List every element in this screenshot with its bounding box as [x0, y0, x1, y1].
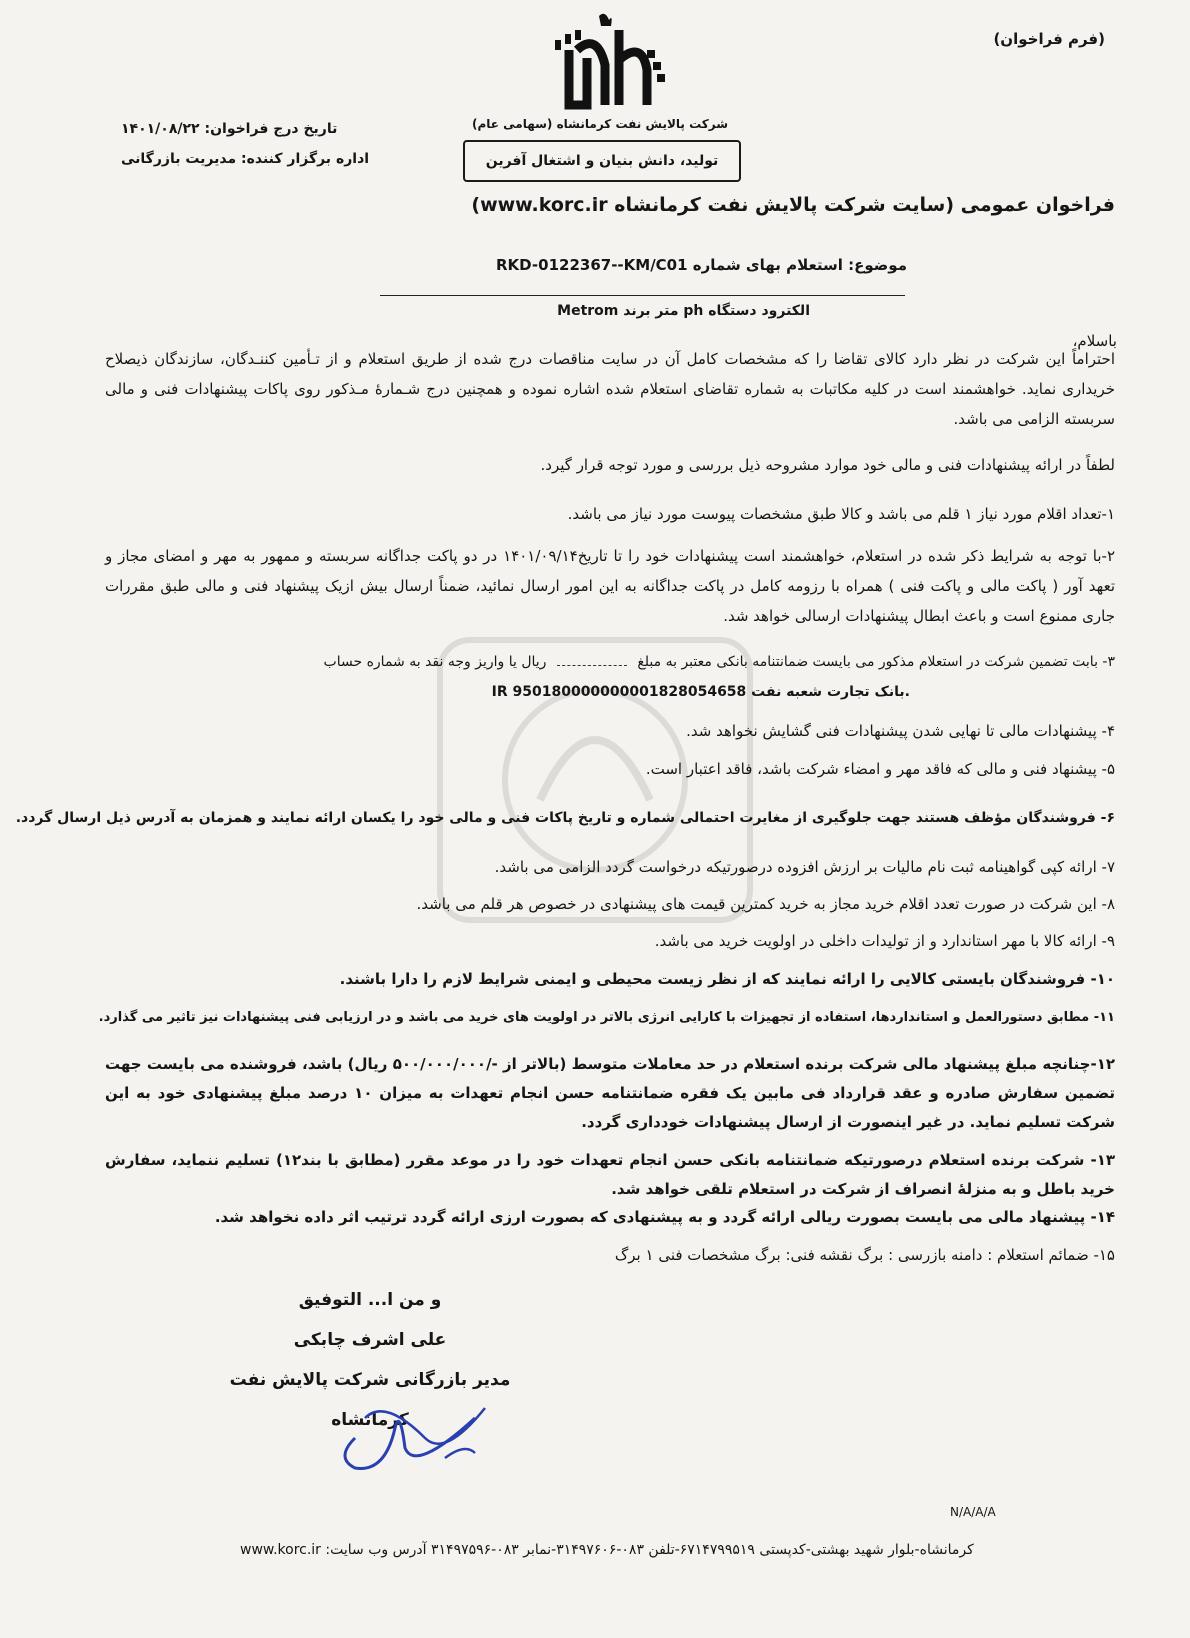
item-3-account: IR 950180000000001828054658 بانک تجارت شعبه نفت.: [491, 684, 910, 700]
slogan-box: تولید، دانش بنیان و اشتغال آفرین: [463, 140, 741, 182]
request-line: لطفاً در ارائه پیشنهادات فنی و مالی خود موارد مشروحه ذیل بررسی و مورد توجه قرار گیرد.: [540, 456, 1115, 474]
item-3-a: [324, 654, 1115, 670]
item-6: ۶- فروشندگان مؤظف هستند جهت جلوگیری از مغایرت احتمالی شماره و تاریخ پاکات فنی و مالی خود را یکسان ارائه نمایند و همزمان به آدرس ذیل ارسال گردد.: [15, 810, 1115, 826]
intro-paragraph: احتراماً این شرکت در نظر دارد کالای تقاضا را که مشخصات کامل آن در سایت مناقصات درج شده از طریق استعلام و از تـأمین کننـدگان، سازندگان ذیصلاح خریداری نماید. خواهشمند است در کلیه مکاتبات به شماره تقاضای استعلام شده اشاره نموده و همچنین درج شـمارۀ مـذکور روی پاکات پیشنهادات فنی و مالی سربسته الزامی می باشد.: [105, 350, 1115, 428]
item-13: ۱۳- شرکت برنده استعلام درصورتیکه ضمانتنامه بانکی حسن انجام تعهدات خود را در موعد مقرر (مطابق با بند۱۲) تسلیم ننماید، سفارش خرید باطل و به منزلۀ انصراف از شرکت در استعلام تلقی خواهد شد.: [105, 1151, 1116, 1198]
item-7: ۷- ارائه کپی گواهینامه ثبت نام مالیات بر ارزش افزوده درصورتیکه درخواست گردد الزامی می باشد.: [494, 858, 1115, 876]
amount-blank: [557, 665, 627, 666]
footer-address: کرمانشاه-بلوار شهید بهشتی-کدپستی ۶۷۱۴۷۹۹۵۱۹-تلفن ۰۸۳-۳۱۴۹۷۶۰۶-نمابر ۰۸۳-۳۱۴۹۷۵۹۶ آدرس وب سایت: www.korc.ir: [240, 1542, 974, 1558]
item-11: ۱۱- مطابق دستورالعمل و استانداردها، استفاده از تجهیزات با کارایی انرژی بالاتر در اولویت های خرید می باشد و در ارزیابی فنی پیشنهادات نیز تاثیر می گذارد.: [98, 1010, 1115, 1025]
greeting: باسلام،: [1072, 332, 1117, 350]
item-description: الکترود دستگاه ph متر برند Metrom: [557, 303, 810, 319]
subject-line: موضوع: استعلام بهای شماره RKD-0122367--KM/C01: [496, 256, 907, 274]
signatory-title: مدیر بازرگانی شرکت پالایش نفت کرمانشاه: [229, 1370, 511, 1430]
company-logo-icon: [547, 10, 667, 125]
announcement-date: تاریخ درج فراخوان: ۱۴۰۱/۰۸/۲۲: [121, 121, 338, 137]
item-12: ۱۲-چنانچه مبلغ پیشنهاد مالی شرکت برنده استعلام در حد معاملات متوسط (بالاتر از -/۵۰۰/۰۰۰/۰۰۰ ریال) باشد، فروشنده می بایست جهت تضمین سفارش صادره و عقد قرارداد فی مابین یک فقره ضمانتنامه حسن انجام تعهدات به میزان ۱۰ درصد مبلغ پیشنهادی خود به این شرکت تسلیم نماید. در غیر اینصورت از ارسال پیشنهادات خودداری گردد.: [105, 1055, 1115, 1131]
item-9: ۹- ارائه کالا با مهر استاندارد و از تولیدات داخلی در اولویت خرید می باشد.: [654, 932, 1115, 950]
organizing-department: اداره برگزار کننده: مدیریت بازرگانی: [121, 151, 370, 167]
reference-code: N/A/A/A: [950, 1505, 996, 1519]
item-1: ۱-تعداد اقلام مورد نیاز ۱ قلم می باشد و کالا طبق مشخصات پیوست مورد نیاز می باشد.: [567, 505, 1115, 523]
item-3-part-a: ۳- بابت تضمین شرکت در استعلام مذکور می بایست ضمانتنامه بانکی معتبر به مبلغ: [637, 654, 1115, 670]
form-label: (فرم فراخوان): [993, 30, 1105, 48]
item-2: ۲-با توجه به شرایط ذکر شده در استعلام، خواهشمند است پیشنهادات خود را تا تاریخ۱۴۰۱/۰۹/۱۴ در دو پاکت جداگانه سربسته و ممهور به مهر و امضای مجاز و تعهد آور ( پاکت مالی و پاکت فنی ) همراه با رزومه کامل در پاکت جداگانه به این امور ارسال نمائید، ضمناً ارسال بیش ازیک پیشنهاد فنی و مالی طبق مقررات جاری ممنوع است و باعث ابطال پیشنهادات ارسالی خواهد شد.: [105, 547, 1115, 625]
closing-phrase: و من ا... التوفیق: [298, 1290, 442, 1310]
item-8: ۸- این شرکت در صورت تعدد اقلام خرید مجاز به خرید کمترین قیمت های پیشنهادی در خصوص هر قلم می باشد.: [416, 895, 1115, 913]
item-14: ۱۴- پیشنهاد مالی می بایست بصورت ریالی ارائه گردد و به پیشنهادی که بصورت ارزی ارائه گردد ترتیب اثر داده نخواهد شد.: [214, 1208, 1115, 1226]
item-4: ۴- پیشنهادات مالی تا نهایی شدن پیشنهادات فنی گشایش نخواهد شد.: [686, 722, 1115, 740]
handwritten-signature-icon: [325, 1388, 495, 1483]
item-10: ۱۰- فروشندگان بایستی کالایی را ارائه نمایند که از نظر زیست محیطی و ایمنی شرایط لازم را دارا باشند.: [339, 970, 1115, 988]
page-title: فراخوان عمومی (سایت شرکت پالایش نفت کرمانشاه www.korc.ir): [471, 194, 1115, 216]
item-15: ۱۵- ضمائم استعلام : دامنه بازرسی : برگ نقشه فنی: برگ مشخصات فنی ۱ برگ: [614, 1246, 1115, 1264]
company-name: شرکت پالایش نفت کرمانشاه (سهامی عام): [471, 117, 729, 131]
item-3-part-b: ریال یا واریز وجه نقد به شماره حساب: [323, 654, 547, 670]
subject-underline: [380, 295, 905, 296]
item-5: ۵- پیشنهاد فنی و مالی که فاقد مهر و امضاء شرکت باشد، فاقد اعتبار است.: [645, 760, 1115, 778]
signatory-name: علی اشرف چابکی: [293, 1330, 447, 1350]
